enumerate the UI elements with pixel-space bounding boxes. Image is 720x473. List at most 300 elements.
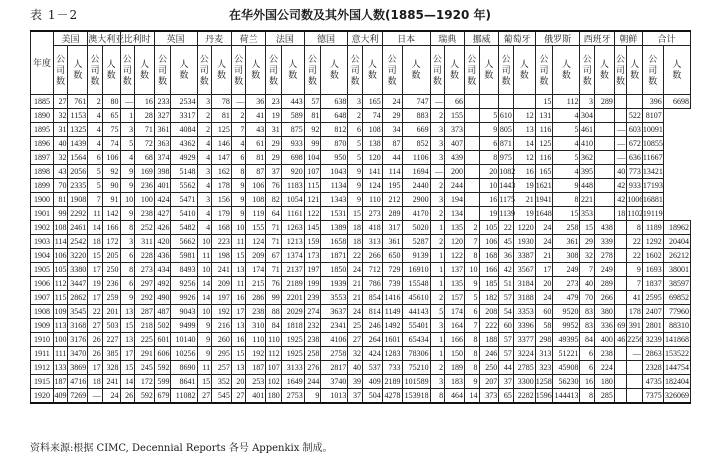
value-cell xyxy=(614,291,626,305)
value-cell: 5 xyxy=(120,137,135,151)
value-cell: 109 xyxy=(53,305,68,319)
value-cell: 119 xyxy=(246,207,266,221)
table-row xyxy=(31,221,691,235)
value-cell: 1621 xyxy=(535,179,553,193)
value-cell: 207 xyxy=(479,375,499,389)
value-cell: 4 xyxy=(197,179,212,193)
value-cell xyxy=(614,375,626,389)
value-cell: 712 xyxy=(362,263,382,277)
value-cell: 245 xyxy=(135,361,155,375)
value-cell: 1139 xyxy=(499,207,514,221)
value-cell: 18 xyxy=(614,207,626,221)
value-cell: 1082 xyxy=(499,165,514,179)
value-cell: 146 xyxy=(212,137,232,151)
people-subheader: 人数 xyxy=(663,46,690,95)
value-cell: 1106 xyxy=(402,151,430,165)
value-cell: 2542 xyxy=(68,235,88,249)
value-cell xyxy=(499,95,514,109)
year-cell: 1905 xyxy=(31,263,54,277)
value-cell: 9520 xyxy=(553,305,580,319)
value-cell xyxy=(595,165,615,179)
value-cell: 9926 xyxy=(171,291,197,305)
value-cell: 1443 xyxy=(499,179,514,193)
value-cell: 7375 xyxy=(642,389,663,404)
value-cell: 502 xyxy=(154,319,171,333)
value-cell: 156 xyxy=(212,193,232,207)
people-subheader: 人数 xyxy=(445,46,465,95)
value-cell: 3 xyxy=(430,193,445,207)
value-cell: 2534 xyxy=(171,95,197,109)
value-cell xyxy=(464,95,479,109)
value-cell: 56230 xyxy=(553,375,580,389)
value-cell: 1939 xyxy=(321,277,348,291)
value-cell: 317 xyxy=(382,221,402,235)
country-header-row xyxy=(31,31,691,46)
value-cell: 2 xyxy=(430,207,445,221)
companies-subheader: 公司数 xyxy=(304,46,321,95)
value-cell: 11 xyxy=(197,361,212,375)
value-cell: 427 xyxy=(154,207,171,221)
value-cell: 461 xyxy=(580,123,595,137)
value-cell: 276 xyxy=(304,361,321,375)
value-cell: 14 xyxy=(513,137,535,151)
value-cell: 1263 xyxy=(281,221,304,235)
companies-subheader: 公司数 xyxy=(197,46,212,95)
value-cell: 11 xyxy=(231,235,246,249)
value-cell xyxy=(614,95,626,109)
value-cell: 424 xyxy=(154,193,171,207)
value-cell: 14 xyxy=(197,291,212,305)
value-cell: 3317 xyxy=(171,109,197,123)
value-cell: 26212 xyxy=(663,249,690,263)
value-cell: 17193 xyxy=(642,179,663,193)
value-cell: 638 xyxy=(321,95,348,109)
value-cell: 131 xyxy=(535,109,553,123)
value-cell: 1693 xyxy=(642,263,663,277)
value-cell: 424 xyxy=(362,347,382,361)
companies-subheader: 公司数 xyxy=(120,46,135,95)
value-cell: 5287 xyxy=(402,235,430,249)
table-row xyxy=(31,95,691,109)
value-cell: 11667 xyxy=(642,151,663,165)
value-cell xyxy=(627,389,643,404)
country-header: 葡萄牙 xyxy=(499,31,535,46)
value-cell: 3176 xyxy=(68,333,88,347)
value-cell: 733 xyxy=(382,361,402,375)
value-cell: 174 xyxy=(246,263,266,277)
value-cell xyxy=(464,123,479,137)
value-cell: 1941 xyxy=(535,193,553,207)
value-cell: 4 xyxy=(197,221,212,235)
value-cell: 3567 xyxy=(513,263,535,277)
value-cell: 24 xyxy=(348,263,363,277)
value-cell: — xyxy=(231,95,246,109)
year-cell: 1912 xyxy=(31,361,54,375)
value-cell: 11 xyxy=(197,249,212,263)
value-cell: 6 xyxy=(580,347,595,361)
value-cell: 4929 xyxy=(171,151,197,165)
value-cell: 1930 xyxy=(513,235,535,249)
companies-subheader: 公司数 xyxy=(464,46,479,95)
value-cell: 15 xyxy=(580,221,595,235)
value-cell: 37 xyxy=(499,375,514,389)
value-cell: 672 xyxy=(627,137,643,151)
value-cell: 236 xyxy=(135,179,155,193)
value-cell: 9 xyxy=(197,347,212,361)
value-cell: 13 xyxy=(231,263,246,277)
year-cell: 1920 xyxy=(31,389,54,404)
value-cell: 153918 xyxy=(402,389,430,404)
value-cell: 57 xyxy=(499,333,514,347)
value-cell: 21 xyxy=(513,193,535,207)
value-cell: 78 xyxy=(212,95,232,109)
value-cell: 5482 xyxy=(171,221,197,235)
value-cell: 2201 xyxy=(281,291,304,305)
value-cell: 2292 xyxy=(68,207,88,221)
value-cell: 22 xyxy=(348,249,363,263)
value-cell: 192 xyxy=(246,347,266,361)
people-subheader: 人数 xyxy=(627,46,643,95)
value-cell: 854 xyxy=(362,291,382,305)
value-cell: 1161 xyxy=(281,207,304,221)
value-cell: 9 xyxy=(304,389,321,404)
value-cell: 3470 xyxy=(68,347,88,361)
value-cell: 188 xyxy=(479,333,499,347)
country-header: 意大利 xyxy=(348,31,382,46)
value-cell: 78306 xyxy=(402,347,430,361)
value-cell: 26 xyxy=(88,333,103,347)
value-cell: 11 xyxy=(88,207,103,221)
value-cell: 3 xyxy=(580,95,595,109)
value-cell xyxy=(595,151,615,165)
value-cell: 606 xyxy=(154,347,171,361)
country-header: 朝鲜 xyxy=(614,31,642,46)
value-cell: 273 xyxy=(553,277,580,291)
people-subheader: 人数 xyxy=(362,46,382,95)
value-cell: 16910 xyxy=(402,263,430,277)
value-cell: 592 xyxy=(135,389,155,404)
value-cell: 172 xyxy=(135,375,155,389)
country-header: 日本 xyxy=(382,31,430,46)
value-cell: 223 xyxy=(212,235,232,249)
value-cell: 669 xyxy=(402,123,430,137)
value-cell: — xyxy=(88,389,103,404)
value-cell: 110 xyxy=(266,333,282,347)
value-cell: 5 xyxy=(348,151,363,165)
value-cell: 786 xyxy=(362,277,382,291)
value-cell: 228 xyxy=(135,249,155,263)
value-cell: 57 xyxy=(499,291,514,305)
value-cell: 5 xyxy=(479,109,499,123)
country-header: 挪威 xyxy=(464,31,498,46)
value-cell: 144413 xyxy=(553,389,580,404)
value-cell: 5 xyxy=(430,305,445,319)
value-cell: 4 xyxy=(120,151,135,165)
value-cell: 3545 xyxy=(68,305,88,319)
value-cell: 17 xyxy=(231,305,246,319)
people-subheader: 人数 xyxy=(171,46,197,95)
value-cell: 22 xyxy=(499,221,514,235)
value-cell xyxy=(464,193,479,207)
companies-subheader: 公司数 xyxy=(53,46,68,95)
value-cell: 1694 xyxy=(402,165,430,179)
value-cell: 9499 xyxy=(171,319,197,333)
value-cell: 3 xyxy=(120,123,135,137)
value-cell: 9043 xyxy=(171,305,197,319)
value-cell: 4735 xyxy=(642,375,663,389)
value-cell: 537 xyxy=(362,361,382,375)
table-number: 表 1－2 xyxy=(30,8,79,22)
value-cell: 7 xyxy=(580,263,595,277)
table-row xyxy=(31,179,691,193)
value-cell: 380 xyxy=(595,305,615,319)
value-cell: 187 xyxy=(53,375,68,389)
value-cell: 1183 xyxy=(281,179,304,193)
value-cell: 326069 xyxy=(663,389,690,404)
companies-subheader: 公司数 xyxy=(382,46,402,95)
value-cell: 19 xyxy=(513,179,535,193)
value-cell: 15 xyxy=(120,361,135,375)
value-cell: 2758 xyxy=(321,347,348,361)
value-cell: 7 xyxy=(464,319,479,333)
value-cell xyxy=(595,179,615,193)
value-cell: 205 xyxy=(102,249,120,263)
value-cell: 8 xyxy=(464,249,479,263)
value-cell xyxy=(464,179,479,193)
value-cell: 183 xyxy=(445,375,465,389)
value-cell: 16 xyxy=(231,291,246,305)
people-subheader: 人数 xyxy=(513,46,535,95)
value-cell: 8 xyxy=(479,151,499,165)
value-cell: 439 xyxy=(445,151,465,165)
value-cell: 238 xyxy=(595,347,615,361)
value-cell: 16 xyxy=(135,95,155,109)
value-cell: 23 xyxy=(266,95,282,109)
value-cell: 339 xyxy=(595,235,615,249)
value-cell: 15 xyxy=(197,375,212,389)
value-cell: 46 xyxy=(614,333,626,347)
value-cell: 805 xyxy=(499,123,514,137)
value-cell: 55401 xyxy=(402,319,430,333)
value-cell: 9 xyxy=(231,193,246,207)
value-cell: 418 xyxy=(362,221,382,235)
companies-subheader: 公司数 xyxy=(580,46,595,95)
table-row xyxy=(31,277,691,291)
value-cell: 9 xyxy=(231,179,246,193)
value-cell: 120 xyxy=(445,235,465,249)
value-cell: 100 xyxy=(53,333,68,347)
people-subheader: 人数 xyxy=(321,46,348,95)
value-cell: 729 xyxy=(382,263,402,277)
value-cell: 5 xyxy=(88,179,103,193)
value-cell: 4 xyxy=(88,123,103,137)
value-cell: 5562 xyxy=(171,179,197,193)
value-cell: 173 xyxy=(304,249,321,263)
value-cell: 313 xyxy=(535,347,553,361)
value-cell: 3447 xyxy=(68,277,88,291)
value-cell: 1925 xyxy=(281,333,304,347)
value-cell: 14 xyxy=(464,389,479,404)
value-cell: 436 xyxy=(154,249,171,263)
value-cell: — xyxy=(614,123,626,137)
value-cell: 648 xyxy=(321,109,348,123)
value-cell: 8107 xyxy=(642,109,663,123)
value-cell: 227 xyxy=(102,333,120,347)
value-cell: 289 xyxy=(595,277,615,291)
country-header: 荷兰 xyxy=(231,31,265,46)
value-cell: 9 xyxy=(464,375,479,389)
value-cell: 812 xyxy=(321,123,348,137)
value-cell: 147 xyxy=(212,151,232,165)
value-cell: 1189 xyxy=(642,221,663,235)
value-cell: 157 xyxy=(445,291,465,305)
value-cell: 120 xyxy=(362,151,382,165)
value-cell: 13 xyxy=(231,319,246,333)
value-cell: 434 xyxy=(154,263,171,277)
value-cell: 108 xyxy=(362,123,382,137)
value-cell: 3220 xyxy=(68,249,88,263)
table-row xyxy=(31,165,691,179)
value-cell: 407 xyxy=(445,137,465,151)
value-cell: 15 xyxy=(88,249,103,263)
value-cell: 2595 xyxy=(642,291,663,305)
value-cell: 4 xyxy=(553,109,580,123)
value-cell: 51221 xyxy=(553,347,580,361)
value-cell: 16 xyxy=(479,193,499,207)
value-cell: 2817 xyxy=(321,361,348,375)
value-cell: 125 xyxy=(535,137,553,151)
value-cell: 2 xyxy=(197,109,212,123)
value-cell: 67 xyxy=(266,249,282,263)
value-cell: 224 xyxy=(595,361,615,375)
table-title: 在华外国公司数及其外国人数(1885—1920 年) xyxy=(229,8,491,22)
companies-subheader: 公司数 xyxy=(499,46,514,95)
value-cell: 19119 xyxy=(642,207,663,221)
value-cell: 1850 xyxy=(321,263,348,277)
table-row xyxy=(31,193,691,207)
value-cell: 41 xyxy=(246,109,266,123)
value-cell: 479 xyxy=(553,291,580,305)
value-cell: 106 xyxy=(479,235,499,249)
value-cell: 4106 xyxy=(321,333,348,347)
value-cell: 28 xyxy=(135,109,155,123)
value-cell: 142 xyxy=(102,207,120,221)
people-subheader: 人数 xyxy=(479,46,499,95)
value-cell: 112 xyxy=(53,277,68,291)
value-cell: 2335 xyxy=(68,179,88,193)
value-cell: 3188 xyxy=(513,291,535,305)
table-row xyxy=(31,305,691,319)
value-cell: 1153 xyxy=(68,109,88,123)
value-cell: 65 xyxy=(102,109,120,123)
value-cell: 39 xyxy=(348,375,363,389)
value-cell: 115 xyxy=(53,291,68,305)
value-cell: 18 xyxy=(88,375,103,389)
value-cell: 42 xyxy=(499,263,514,277)
value-cell: 24 xyxy=(535,235,553,249)
value-cell: 124 xyxy=(362,179,382,193)
value-cell: 4 xyxy=(88,109,103,123)
value-cell: 295 xyxy=(212,347,232,361)
value-cell: 14 xyxy=(120,375,135,389)
value-cell: 9 xyxy=(479,123,499,137)
value-cell: 168 xyxy=(479,249,499,263)
value-cell: 246 xyxy=(362,319,382,333)
country-header: 西班牙 xyxy=(580,31,614,46)
value-cell: 814 xyxy=(362,305,382,319)
table-row xyxy=(31,291,691,305)
value-cell: 2440 xyxy=(402,179,430,193)
value-cell: 13 xyxy=(120,333,135,347)
value-cell: 10 xyxy=(464,263,479,277)
value-cell: 292 xyxy=(135,291,155,305)
value-cell: 8 xyxy=(231,165,246,179)
value-cell: 222 xyxy=(479,319,499,333)
value-cell: 2328 xyxy=(642,361,663,375)
value-cell: 3869 xyxy=(68,361,88,375)
table-row xyxy=(31,319,691,333)
value-cell: 3168 xyxy=(68,319,88,333)
value-cell: 1416 xyxy=(382,291,402,305)
value-cell xyxy=(614,361,626,375)
value-cell: 57 xyxy=(304,95,321,109)
value-cell: 82 xyxy=(266,193,282,207)
value-cell: 6 xyxy=(464,305,479,319)
value-cell: 1175 xyxy=(499,193,514,207)
value-cell: 225 xyxy=(135,333,155,347)
value-cell: 409 xyxy=(53,389,68,404)
value-cell: — xyxy=(430,165,445,179)
value-cell: 80 xyxy=(102,95,120,109)
value-cell: 122 xyxy=(304,207,321,221)
value-cell: 114 xyxy=(382,165,402,179)
value-cell: 2 xyxy=(430,291,445,305)
value-cell: 65434 xyxy=(402,333,430,347)
value-cell: 4084 xyxy=(171,123,197,137)
value-cell: 5662 xyxy=(171,235,197,249)
value-cell: 323 xyxy=(535,361,553,375)
value-cell xyxy=(627,361,643,375)
value-cell: 137 xyxy=(445,263,465,277)
value-cell: 313 xyxy=(362,235,382,249)
value-cell: 920 xyxy=(281,165,304,179)
value-cell: 361 xyxy=(382,235,402,249)
value-cell: 9139 xyxy=(402,249,430,263)
value-cell: 589 xyxy=(281,109,304,123)
year-cell: 1896 xyxy=(31,137,54,151)
value-cell: 15 xyxy=(553,207,580,221)
value-cell: 3224 xyxy=(513,347,535,361)
value-cell: 45908 xyxy=(553,361,580,375)
value-cell: 102 xyxy=(266,375,282,389)
value-cell xyxy=(614,347,626,361)
value-cell: 8 xyxy=(120,263,135,277)
value-cell: 2801 xyxy=(642,319,663,333)
value-cell: 361 xyxy=(154,123,171,137)
value-cell: 13 xyxy=(231,361,246,375)
value-cell: 10 xyxy=(120,193,135,207)
value-cell: 70 xyxy=(580,291,595,305)
value-cell: 426 xyxy=(154,221,171,235)
value-cell: 1054 xyxy=(281,193,304,207)
value-cell: 26 xyxy=(120,389,135,404)
value-cell: 32 xyxy=(53,109,68,123)
value-cell: 395 xyxy=(580,165,595,179)
value-cell: 9 xyxy=(348,165,363,179)
value-cell: 1602 xyxy=(642,249,663,263)
value-cell: 24 xyxy=(535,291,553,305)
value-cell: 215 xyxy=(246,277,266,291)
